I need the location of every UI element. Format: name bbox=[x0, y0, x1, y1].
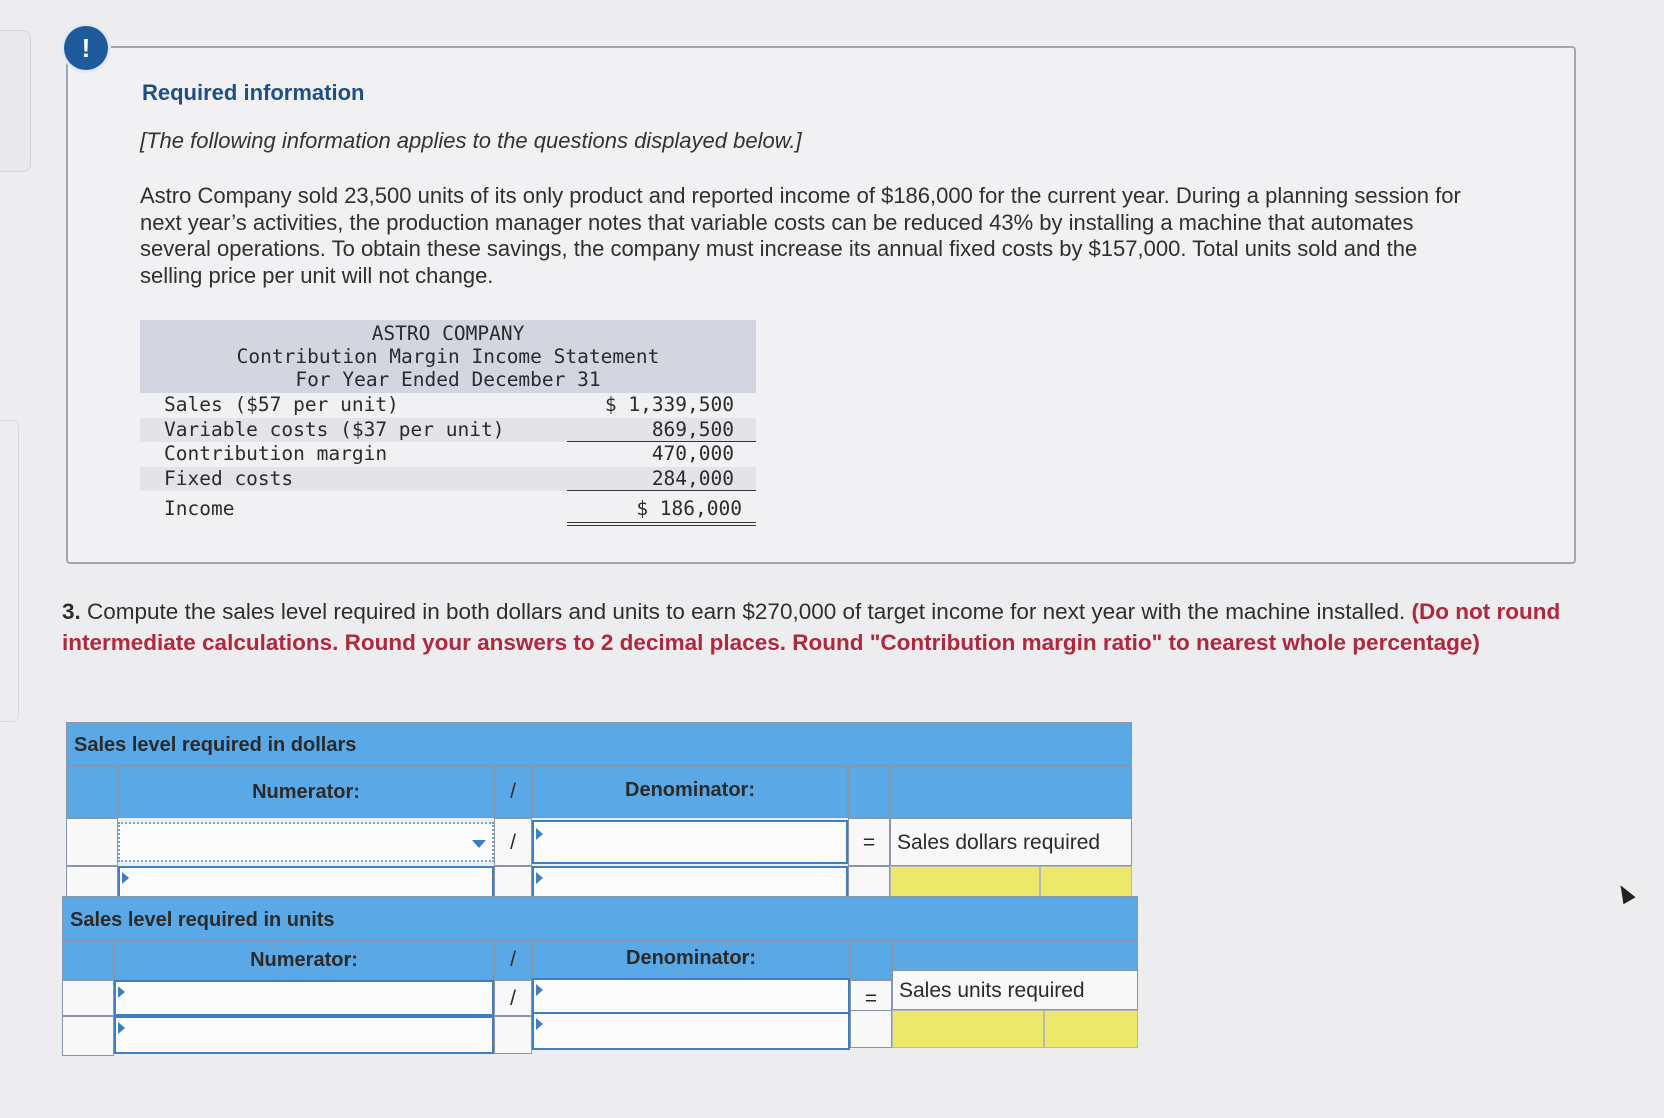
dollars-numerator-header bbox=[118, 766, 494, 818]
question-text: Compute the sales level required in both dollars and units to earn $270,000 of target income for next year with the machine installed. bbox=[80, 599, 1412, 624]
row-label: Sales ($57 per unit) bbox=[164, 393, 399, 416]
dollars-numerator-select[interactable] bbox=[118, 822, 494, 862]
dollars-result-label-cell bbox=[890, 818, 1132, 866]
units-row1-blank bbox=[62, 980, 114, 1016]
chevron-down-icon[interactable] bbox=[472, 840, 486, 848]
income-statement bbox=[140, 320, 756, 522]
side-panel-edge-lower bbox=[0, 420, 19, 722]
statement-row-income bbox=[140, 497, 756, 522]
units-row2-slash bbox=[494, 1016, 532, 1054]
dollars-row1-slash bbox=[494, 818, 532, 866]
slash-label: / bbox=[510, 987, 516, 1010]
dropdown-indicator-icon bbox=[536, 1018, 543, 1030]
units-table-title-bar bbox=[62, 896, 1138, 940]
slash-label: / bbox=[510, 780, 516, 803]
row-amount: 284,000 bbox=[651, 466, 734, 490]
units-equals-header bbox=[850, 940, 892, 980]
row-label: Income bbox=[164, 497, 235, 520]
dropdown-indicator-icon bbox=[536, 984, 543, 996]
units-row1-slash bbox=[494, 980, 532, 1016]
numerator-label: Numerator: bbox=[250, 949, 358, 971]
equals-sign: = bbox=[864, 987, 878, 1010]
required-info-body: Astro Company sold 23,500 units of its only product and reported income of $186,000 for the current year. During a planning session for next year’s activities, the production manager notes that variable costs can be reduced 43% by installing a machine that automates several operations. To obtain these savings, the company must increase its annual fixed costs by $157,000. Total units sold and the selling price per unit will not change. bbox=[140, 183, 1461, 288]
dollars-denominator-select[interactable] bbox=[532, 820, 848, 864]
row-amount: $ 1,339,500 bbox=[604, 393, 734, 416]
units-denominator-value-select[interactable] bbox=[532, 1012, 850, 1050]
statement-row-sales bbox=[140, 393, 756, 418]
alert-icon: ! bbox=[64, 26, 108, 70]
units-result-label-cell bbox=[892, 970, 1138, 1010]
question-3 bbox=[62, 596, 1582, 658]
row-amount: 470,000 bbox=[651, 442, 734, 465]
dollars-table-title-bar bbox=[66, 722, 1132, 766]
dropdown-indicator-icon bbox=[536, 828, 543, 840]
row-amount: 869,500 bbox=[651, 417, 734, 441]
sales-units-required-answer-2[interactable] bbox=[1044, 1010, 1138, 1048]
units-table-title: Sales level required in units bbox=[70, 909, 335, 931]
statement-title: Contribution Margin Income Statement bbox=[236, 345, 660, 368]
dollars-slash-header bbox=[494, 766, 532, 818]
statement-row-variable-costs bbox=[140, 418, 756, 443]
units-numerator-value-select[interactable] bbox=[114, 1016, 494, 1054]
dropdown-indicator-icon bbox=[118, 1022, 125, 1034]
sales-units-required-label: Sales units required bbox=[899, 979, 1085, 1002]
units-header-blank bbox=[62, 940, 114, 980]
row-label: Fixed costs bbox=[164, 466, 294, 490]
numerator-label: Numerator: bbox=[252, 781, 360, 803]
units-row2-equals bbox=[850, 1010, 892, 1048]
units-denominator-header bbox=[532, 940, 850, 980]
denominator-label: Denominator: bbox=[626, 947, 756, 969]
slash-label: / bbox=[510, 948, 516, 971]
equals-sign: = bbox=[862, 831, 876, 854]
mouse-pointer-icon bbox=[1614, 882, 1635, 905]
row-amount: $ 186,000 bbox=[636, 497, 742, 520]
units-row2-blank bbox=[62, 1016, 114, 1056]
required-info-title: Required information bbox=[142, 80, 365, 105]
dollars-table-title: Sales level required in dollars bbox=[74, 734, 357, 756]
dollars-header-blank bbox=[66, 766, 118, 818]
units-numerator-header bbox=[114, 940, 494, 980]
statement-row-contribution-margin bbox=[140, 442, 756, 467]
dropdown-indicator-icon bbox=[118, 986, 125, 998]
denominator-label: Denominator: bbox=[625, 779, 755, 801]
dropdown-indicator-icon bbox=[536, 872, 543, 884]
dollars-row1-equals bbox=[848, 818, 890, 866]
statement-period: For Year Ended December 31 bbox=[295, 368, 601, 391]
dollars-row1-blank bbox=[66, 818, 118, 866]
statement-row-fixed-costs bbox=[140, 467, 756, 492]
side-panel-edge bbox=[0, 30, 31, 172]
units-denominator-select[interactable] bbox=[532, 978, 850, 1016]
slash-label: / bbox=[510, 831, 516, 854]
units-slash-header bbox=[494, 940, 532, 980]
units-numerator-select[interactable] bbox=[114, 980, 494, 1016]
sales-units-required-answer[interactable] bbox=[892, 1010, 1044, 1048]
dollars-denominator-header bbox=[532, 766, 848, 818]
statement-company: ASTRO COMPANY bbox=[371, 322, 525, 345]
question-number: 3. bbox=[62, 599, 81, 624]
row-label: Variable costs ($37 per unit) bbox=[164, 417, 505, 441]
statement-header bbox=[140, 320, 756, 393]
dollars-result-header bbox=[890, 766, 1132, 818]
dropdown-indicator-icon bbox=[122, 872, 129, 884]
question-instruction: (Do not round intermediate calculations. Round your answers to 2 decimal places. Round "Contribution margin ratio" to nearest whole percentage) bbox=[62, 599, 1561, 655]
required-info-subtitle: [The following information applies to the questions displayed below.] bbox=[140, 128, 802, 153]
dollars-equals-header bbox=[848, 766, 890, 818]
sales-dollars-required-label: Sales dollars required bbox=[897, 831, 1101, 854]
row-label: Contribution margin bbox=[164, 442, 388, 465]
